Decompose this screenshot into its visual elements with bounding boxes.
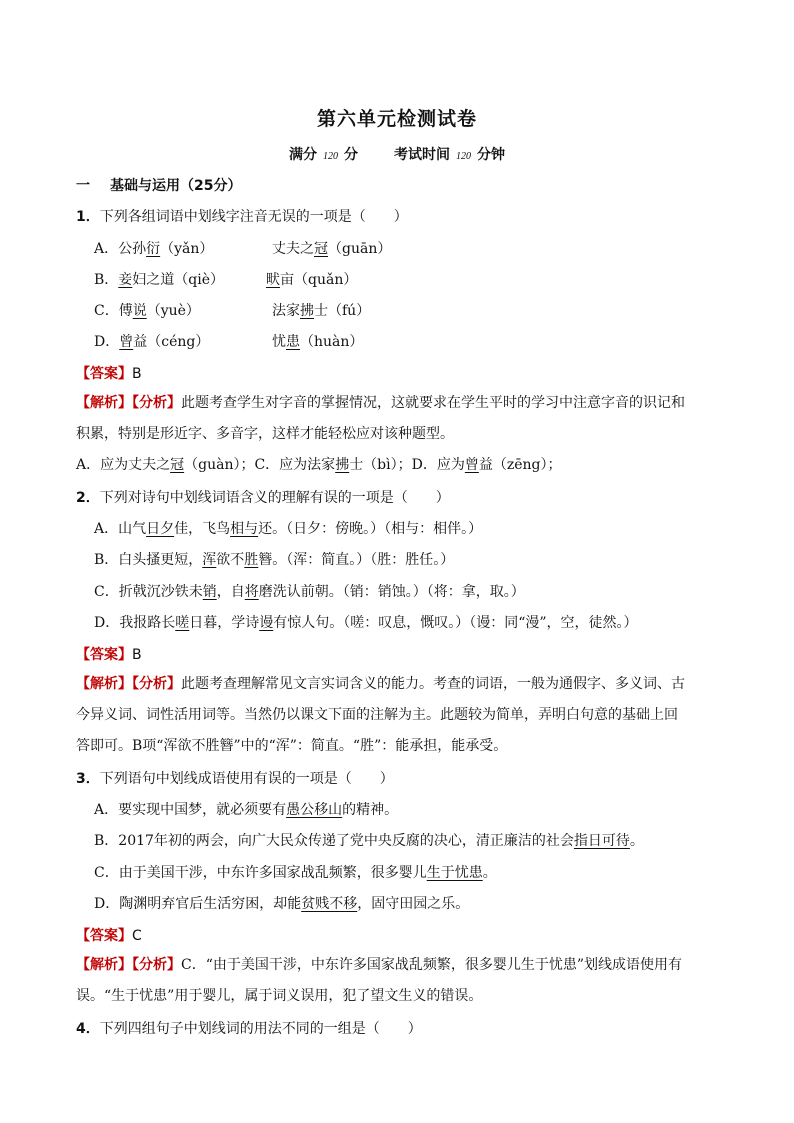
question-2-answer: 【答案】B (76, 647, 142, 663)
question-3-option-c: C．由于美国干涉，中东许多国家战乱频繁，很多婴儿生于忧患。 (94, 865, 497, 881)
question-2-option-d: D．我报路长嗟日暮，学诗谩有惊人句。（嗟：叹息，慨叹。）（谩：同“漫”，空，徒然。） (94, 615, 638, 631)
section-number: 一 (76, 178, 90, 194)
question-3-answer: 【答案】C (76, 928, 142, 944)
exam-time-label: 考试时间 (394, 147, 450, 163)
question-4: 4．下列四组句子中划线词的用法不同的一组是（ ） (76, 1021, 422, 1037)
question-1-option-a: A．公孙衍（yǎn） 丈夫之冠（guān） (94, 241, 392, 257)
exam-time-value: 120 (456, 151, 471, 162)
question-3: 3．下列语句中划线成语使用有误的一项是（ ） (76, 771, 394, 787)
question-1-answer: 【答案】B (76, 366, 142, 382)
question-1-analysis: 【解析】【分析】此题考查学生对字音的掌握情况，这就要求在学生平时的学习中注意字音的识记和 积累，特别是形近字、多音字，这样才能轻松应对该种题型。 A．应为丈夫之冠（guàn）；C．应为法家拂士（bì）；D．应为曾益（zēng）； (76, 395, 685, 473)
question-2-option-a: A．山气日夕佳，飞鸟相与还。（日夕：傍晚。）（相与：相伴。） (94, 521, 483, 537)
question-1-option-b: B．妾妇之道（qiè） 畎亩（quǎn） (94, 272, 358, 288)
question-2: 2．下列对诗句中划线词语含义的理解有误的一项是（ ） (76, 490, 450, 506)
question-2-option-c: C．折戟沉沙铁未销，自将磨洗认前朝。（销：销蚀。）（将：拿，取。） (94, 584, 525, 600)
full-score-unit: 分 (344, 147, 358, 163)
exam-time-unit: 分钟 (477, 147, 505, 163)
question-2-analysis: 【解析】【分析】此题考查理解常见文言实词含义的能力。考查的词语，一般为通假字、多义词、古 今异义词、词性活用词等。当然仍以课文下面的注解为主。此题较为简单，弄明白句意的基础上回 答即可。B项“浑欲不胜簪”中的“浑”：简直。“胜”：能承担，能承受。 (76, 676, 685, 754)
question-1-option-d: D．曾益（céng） 忧患（huàn） (94, 334, 364, 350)
full-score-label: 满分 (289, 147, 317, 163)
section-heading (76, 175, 241, 195)
question-1: 1．下列各组词语中划线字注音无误的一项是（ ） (76, 209, 408, 225)
section-title: 基础与运用（25分） (110, 178, 242, 194)
exam-info (0, 144, 794, 164)
page-title: 第六单元检测试卷 (316, 108, 477, 130)
question-1-option-c: C．傅说（yuè） 法家拂士（fú） (94, 303, 371, 319)
question-2-option-b: B．白头搔更短，浑欲不胜簪。（浑：简直。）（胜：胜任。） (94, 552, 455, 568)
full-score-value: 120 (323, 151, 338, 162)
question-3-option-b: B．2017年初的两会，向广大民众传递了党中央反腐的决心，清正廉洁的社会指日可待。 (94, 833, 644, 849)
question-3-option-d: D．陶渊明弃官后生活穷困，却能贫贱不移，固守田园之乐。 (94, 896, 470, 912)
question-3-option-a: A．要实现中国梦，就必须要有愚公移山的精神。 (94, 802, 399, 818)
question-3-analysis: 【解析】【分析】C．“由于美国干涉，中东许多国家战乱频繁，很多婴儿生于忧患”划线成语使用有 误。“生于忧患”用于婴儿，属于词义误用，犯了望文生义的错误。 (76, 957, 683, 1004)
